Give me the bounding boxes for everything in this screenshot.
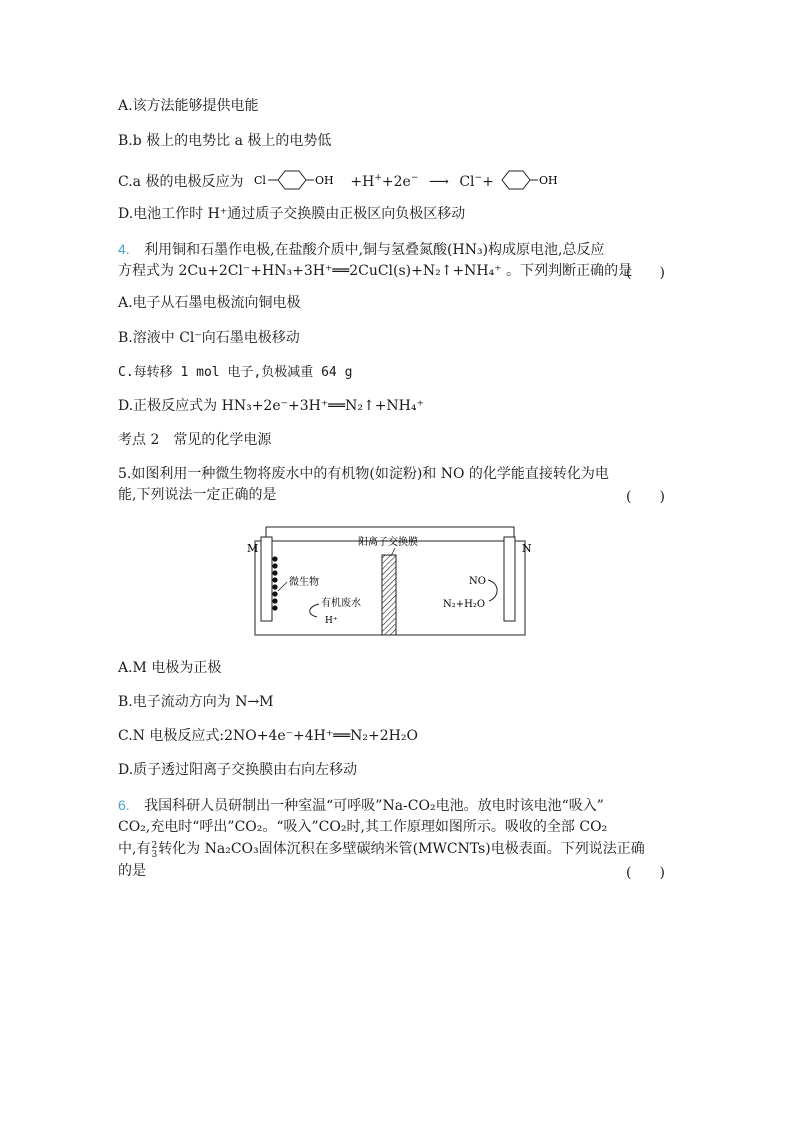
label-m: M (247, 542, 259, 555)
q4-option-c: C.每转移 1 mol 电子,负极减重 64 g (118, 365, 353, 380)
q3-c-hplus: +H++2e− (350, 173, 419, 190)
electrode-n (504, 537, 515, 621)
q3-option-a: A.该方法能够提供电能 (118, 98, 259, 114)
q5-stem-line2: 能,下列说法一定正确的是 (118, 487, 277, 503)
fraction-two-thirds: 2 3 (151, 841, 158, 860)
label-n: N (522, 542, 532, 555)
cl-atom-label: Cl (253, 174, 266, 187)
waste-label: 有机废水 (321, 598, 361, 609)
q3-option-c (118, 168, 558, 192)
q3-option-c-prefix: C.a 极的电极反应为 (118, 174, 244, 190)
section-heading: 考点 2 常见的化学电源 (118, 432, 272, 448)
no-label: NO (469, 576, 486, 587)
electrode-m (261, 537, 272, 621)
q4-answer-paren: ( ) (626, 265, 665, 281)
q4-option-b: B.溶液中 Cl⁻向石墨电极移动 (118, 330, 300, 346)
products-label: N₂+H₂O (443, 599, 486, 610)
q5-option-a: A.M 电极为正极 (118, 660, 222, 676)
membrane-label: 阳离子交换膜 (358, 537, 418, 548)
q3-c-cl-ion: Cl−+ (459, 173, 494, 190)
q5-stem-line1: 5.如图利用一种微生物将废水中的有机物(如淀粉)和 NO 的化学能直接转化为电 (118, 466, 609, 482)
phenol-structure (498, 168, 558, 192)
q4-option-d: D.正极反应式为 HN₃+2e⁻+3H⁺══N₂↑+NH₄⁺ (118, 398, 424, 414)
q6-number: 6. (118, 797, 130, 813)
microbial-fuel-cell-diagram (245, 525, 545, 655)
q5-option-b: B.电子流动方向为 N→M (118, 694, 274, 710)
q5-option-d: D.质子透过阳离子交换膜由右向左移动 (118, 762, 358, 778)
microbe-label: 微生物 (289, 577, 319, 588)
q6-stem-line4: 的是 (118, 863, 146, 879)
q5-option-c: C.N 电极反应式:2NO+4e⁻+4H⁺══N₂+2H₂O (118, 728, 418, 744)
hplus-label: H⁺ (325, 616, 338, 626)
q6-answer-paren: ( ) (626, 865, 665, 881)
q6-stem-line1: 6. 我国科研人员研制出一种室温“可呼吸”Na-CO₂电池。放电时该电池“吸入” (118, 797, 604, 814)
q4-option-a: A.电子从石墨电极流向铜电极 (118, 295, 301, 311)
oh-group-label: OH (539, 174, 558, 187)
q3-option-b: B.b 极上的电势比 a 极上的电势低 (118, 133, 332, 149)
q3-option-d: D.电池工作时 H⁺通过质子交换膜由正极区向负极区移动 (118, 206, 466, 222)
chlorophenol-structure (254, 168, 346, 192)
q6-stem-line2: CO₂,充电时“呼出”CO₂。“吸入”CO₂时,其工作原理如图所示。吸收的全部 CO₂ (118, 819, 608, 835)
q4-stem-line1: 4. 利用铜和石墨作电极,在盐酸介质中,铜与氢叠氮酸(HN₃)构成原电池,总反应 (118, 241, 605, 258)
q6-stem-line3: 中,有 2 3 转化为 Na₂CO₃固体沉积在多壁碳纳米管(MWCNTs)电极表面。下列说法正确 (118, 841, 645, 860)
q4-stem-line2: 方程式为 2Cu+2Cl⁻+HN₃+3H⁺══2CuCl(s)+N₂↑+NH₄⁺ 。下列判断正确的是 (118, 263, 633, 279)
cation-exchange-membrane (382, 555, 396, 635)
q4-number: 4. (118, 241, 130, 257)
oh-group-label: OH (314, 174, 334, 187)
reaction-arrow: ⟶ (428, 174, 449, 190)
q5-answer-paren: ( ) (626, 489, 665, 505)
